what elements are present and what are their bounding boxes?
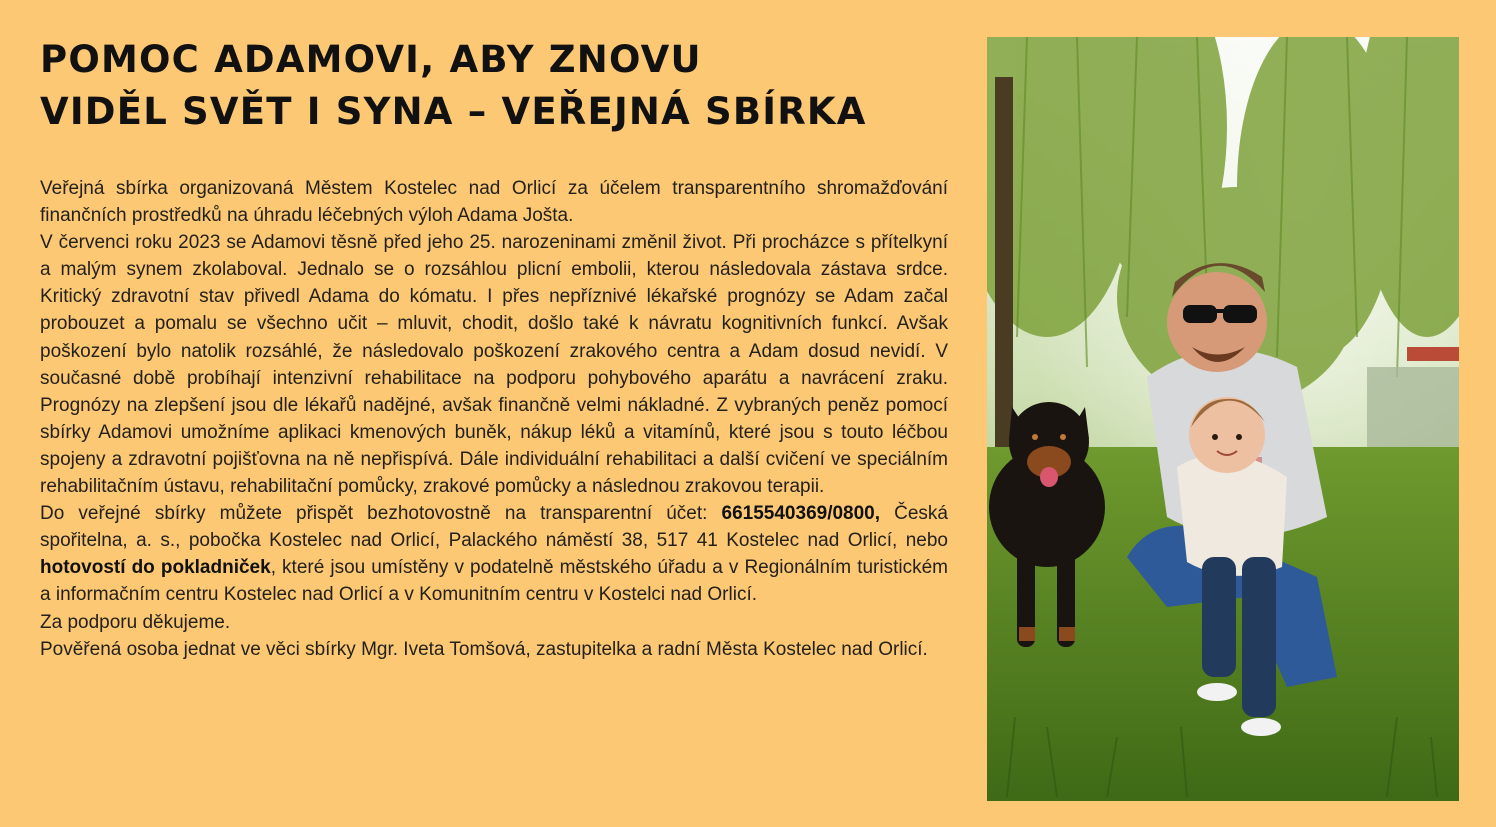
title-line-1: POMOC ADAMOVI, ABY ZNOVU [40, 38, 702, 81]
donation-bank: Česká spořitelna, a. s., pobočka Kostelec nad Orlicí, Palackého náměstí 38, 517 41 Kostelec nad Orlicí, nebo [40, 503, 949, 552]
contact-paragraph: Pověřená osoba jednat ve věci sbírky Mgr. Iveta Tomšová, zastupitelka a radní Města Kostelec nad Orlicí. [40, 638, 928, 660]
page-title [40, 34, 970, 138]
donation-locations: , které jsou umístěny v podatelně městského úřadu a v Regionálním turistickém a informačním centru Kostelec nad Orlicí a v Komunitním centru v Kostelci nad Orlicí. [40, 557, 948, 606]
title-line-2: VIDĚL SVĚT I SYNA – VEŘEJNÁ SBÍRKA [40, 90, 867, 133]
article-body [40, 175, 948, 663]
account-number: 6615540369/0800, [721, 503, 881, 525]
donation-intro: Do veřejné sbírky můžete přispět bezhotovostně na transparentní účet: [40, 503, 722, 525]
cash-option: hotovostí do pokladniček [40, 557, 271, 579]
thanks-paragraph: Za podporu děkujeme. [40, 611, 231, 633]
donation-paragraph [40, 500, 948, 608]
story-paragraph: V červenci roku 2023 se Adamovi těsně před jeho 25. narozeninami změnil život. Při procházce s přítelkyní a malým synem zkolaboval. Jednalo se o rozsáhlou plicní embolii, kterou následovala zástava srdce. Kritický zdravotní stav přivedl Adama do kómatu. I přes nepříznivé lékařské prognózy se Adam začal probouzet a pomalu se všechno učit – mluvit, chodit, došlo také k návratu kognitivních funkcí. Avšak poškození bylo natolik rozsáhlé, že následovalo poškození zrakového centra a Adam dosud nevidí. V současné době probíhají intenzivní rehabilitace na podporu pohybového aparátu a navrácení zraku. Prognózy na zlepšení jsou dle lékařů nadějné, avšak finančně velmi nákladné. Z vybraných peněz pomocí sbírky Adamovi umožníme aplikaci kmenových buněk, nákup léků a vitamínů, které jsou s touto léčbou spojeny a zdravotní pojišťovna na ně nepřispívá. Dále individuální rehabilitaci a další cvičení ve speciálním rehabilitačním ústavu, rehabilitační pomůcky, zrakové pomůcky a následnou zrakovou terapii. [40, 232, 948, 498]
family-photo-icon [987, 37, 1459, 801]
intro-paragraph: Veřejná sbírka organizovaná Městem Kostelec nad Orlicí za účelem transparentního shromažďování finančních prostředků na úhradu léčebných výloh Adama Jošta. [40, 178, 948, 227]
